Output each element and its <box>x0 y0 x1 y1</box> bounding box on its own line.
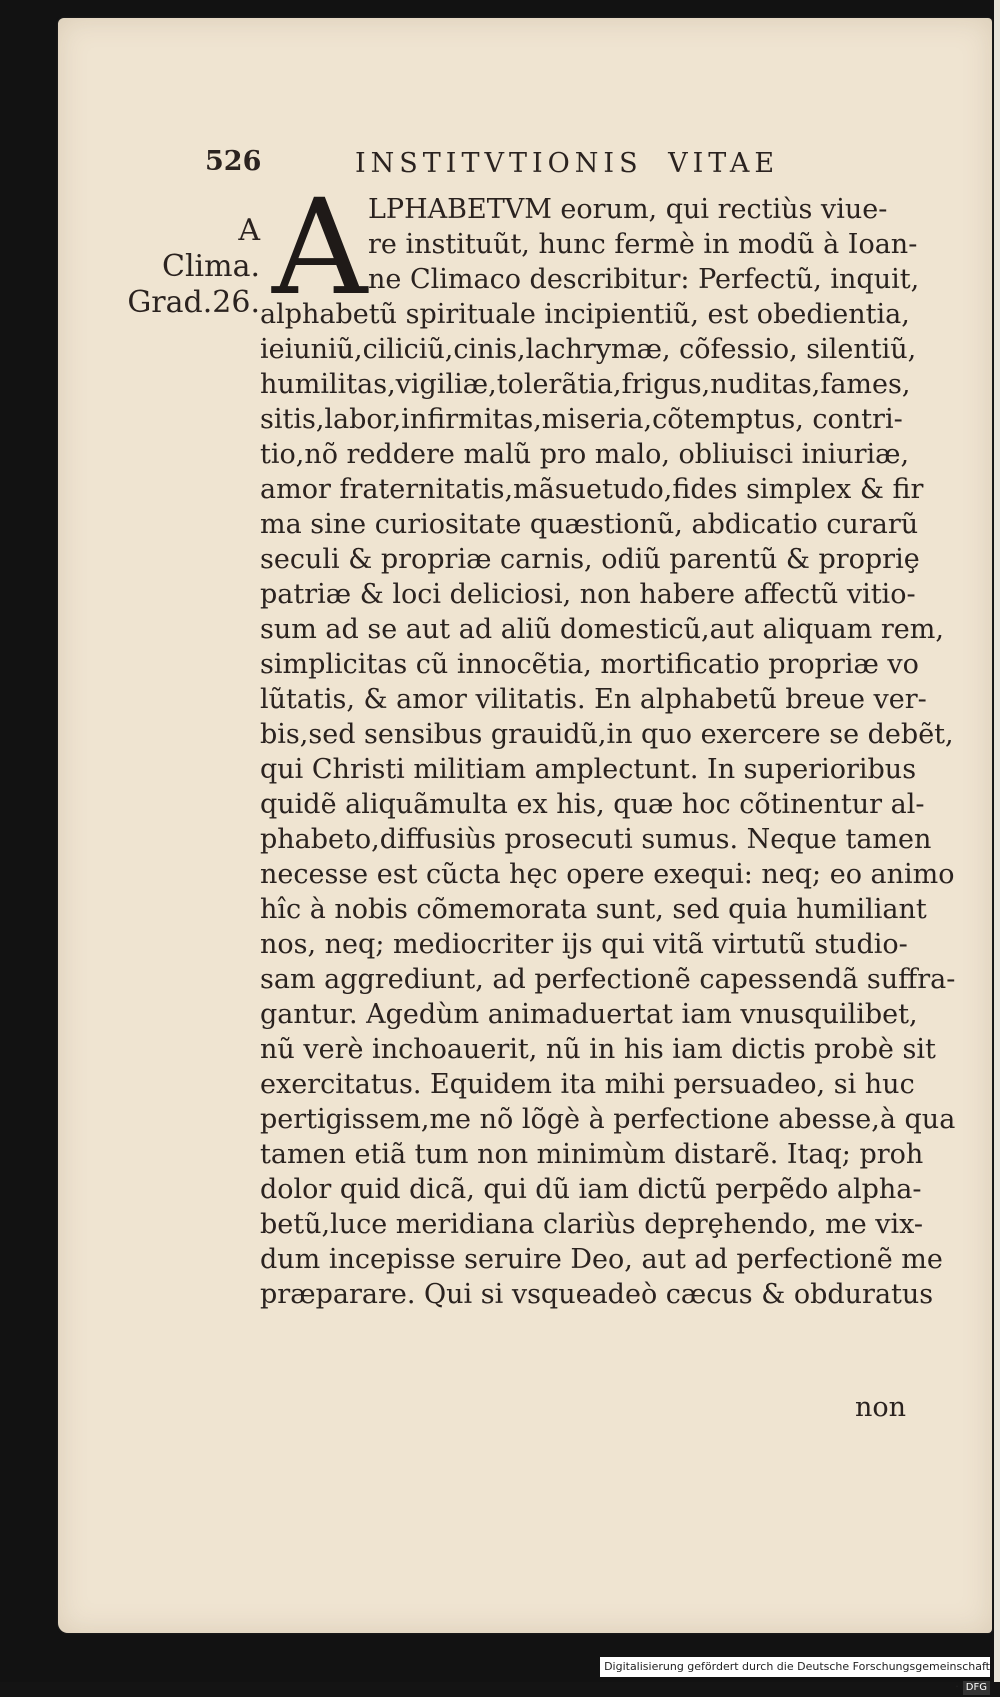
dfg-logo-icon: DFG <box>963 1681 990 1695</box>
text-line: gantur. Agedùm animaduertat iam vnusquilibet, <box>260 999 918 1030</box>
text-line: phabeto,diffusiùs prosecuti sumus. Neque tamen <box>260 824 932 855</box>
text-line: nos, neq; mediocriter ijs qui vitã virtutũ studio- <box>260 929 908 960</box>
text-line: LPHABETVM eorum, qui rectiùs viue- <box>368 194 888 225</box>
text-line: exercitatus. Equidem ita mihi persuadeo, si huc <box>260 1069 915 1100</box>
text-line: bis,sed sensibus grauidũ,in quo exercere se debẽt, <box>260 719 954 750</box>
margin-note-line: Grad.26. <box>127 285 260 320</box>
text-line: sam aggrediunt, ad perfectionẽ capessendã suffra- <box>260 964 956 995</box>
running-title: INSTITVTIONIS VITAE <box>355 148 780 179</box>
text-line: necesse est cũcta hęc opere exequi: neq; eo animo <box>260 859 955 890</box>
text-line: humilitas,vigiliæ,tolerãtia,frigus,nuditas,fames, <box>260 369 911 400</box>
text-line: quidẽ aliquãmulta ex his, quæ hoc cõtinentur al- <box>260 789 925 820</box>
text-line: qui Christi militiam amplectunt. In superioribus <box>260 754 917 785</box>
text-line: pertigissem,me nõ lõgè à perfectione abesse,à qua <box>260 1104 956 1135</box>
text-line: lũtatis, & amor vilitatis. En alphabetũ breue ver- <box>260 684 927 715</box>
text-line: tio,nõ reddere malũ pro malo, obliuisci iniuriæ, <box>260 439 910 470</box>
text-line: ne Climaco describitur: Perfectũ, inquit, <box>368 264 920 295</box>
drop-cap: A <box>272 171 368 325</box>
text-line: dum incepisse seruire Deo, aut ad perfectionẽ me <box>260 1244 943 1275</box>
text-line: sum ad se aut ad aliũ domesticũ,aut aliquam rem, <box>260 614 944 645</box>
text-line: re instituũt, hunc fermè in modũ à Ioan- <box>368 229 918 260</box>
digitization-footer <box>600 1657 990 1693</box>
text-line: ma sine curiositate quæstionũ, abdicatio curarũ <box>260 509 919 540</box>
text-line: amor fraternitatis,mãsuetudo,fides simplex & fir <box>260 474 924 505</box>
text-line: ieiuniũ,ciliciũ,cinis,lachrymæ, cõfessio, silentiũ, <box>260 334 917 365</box>
text-line: patriæ & loci deliciosi, non habere affectũ vitio- <box>260 579 916 610</box>
page-edge <box>994 0 1000 1682</box>
text-line: simplicitas cũ innocẽtia, mortificatio propriæ vo <box>260 649 919 680</box>
margin-note-line: A <box>238 213 260 248</box>
text-line: sitis,labor,infirmitas,miseria,cõtemptus, contri- <box>260 404 903 435</box>
footer-credit: Digitalisierung gefördert durch die Deutsche Forschungsgemeinschaft · <box>604 1660 990 1693</box>
text-line: nũ verè inchoauerit, nũ in his iam dictis probè sit <box>260 1034 936 1065</box>
page-number: 526 <box>205 146 262 177</box>
text-line: alphabetũ spirituale incipientiũ, est obedientia, <box>260 299 910 330</box>
text-line: tamen etiã tum non minimùm distarẽ. Itaq; proh <box>260 1139 924 1170</box>
text-line: hîc à nobis cõmemorata sunt, sed quia humiliant <box>260 894 927 925</box>
text-line: betũ,luce meridiana clariùs deprȩhendo, me vix- <box>260 1209 924 1240</box>
margin-note <box>120 213 260 321</box>
body-text <box>260 192 956 1312</box>
text-line: præparare. Qui si vsqueadeò cæcus & obduratus <box>260 1279 934 1310</box>
margin-note-line: Clima. <box>161 249 260 284</box>
text-line: seculi & propriæ carnis, odiũ parentũ & propriȩ <box>260 544 920 575</box>
catchword: non <box>855 1392 907 1423</box>
text-line: dolor quid dicã, qui dũ iam dictũ perpẽdo alpha- <box>260 1174 922 1205</box>
